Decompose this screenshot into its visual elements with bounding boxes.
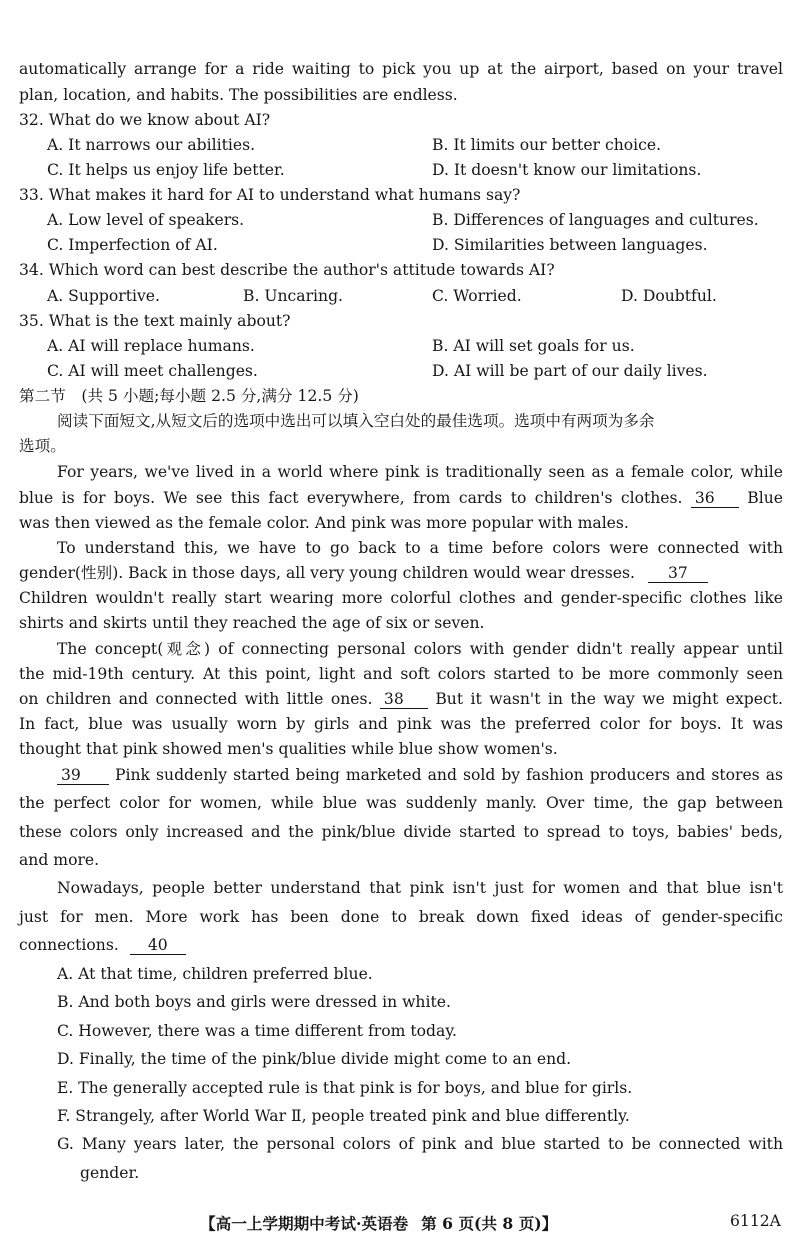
question-35-option-d: D. AI will be part of our daily lives. [432,362,708,380]
passage-text-line: shirts and skirts until they reached the age of six or seven. [19,614,485,632]
passage-text-line: Children wouldn't really start wearing more colorful clothes and gender-specific clothes like [19,589,783,607]
question-32-option-b: B. It limits our better choice. [432,136,662,154]
question-34-option-b: B. Uncaring. [243,287,344,305]
blank-36: 36 [691,490,739,508]
question-34-stem: 34. Which word can best describe the author's attitude towards AI? [19,261,555,279]
question-34-option-d: D. Doubtful. [621,287,717,305]
passage-text: gender(性别). Back in those days, all very young children would wear dresses. [19,564,635,582]
question-35-option-a: A. AI will replace humans. [47,337,255,355]
passage-text-line: thought that pink showed men's qualities while blue show women's. [19,740,558,758]
question-33-stem: 33. What makes it hard for AI to understand what humans say? [19,186,521,204]
question-33-option-c: C. Imperfection of AI. [47,236,218,254]
passage-text: Pink suddenly started being marketed and sold by fashion producers and stores as [115,766,783,784]
passage-text: But it wasn't in the way we might expect. [435,690,783,708]
passage-line-with-blank-38 [19,689,783,709]
passage-paragraph-2: To understand this, we have to go back to a time before colors were connected with [57,539,783,557]
passage-text: blue is for boys. We see this fact everywhere, from cards to children's clothes. [19,489,683,507]
question-35-option-c: C. AI will meet challenges. [47,362,258,380]
footer-code: 6112A [730,1212,781,1230]
passage-text-line: plan, location, and habits. The possibilities are endless. [19,86,458,104]
question-33-option-b: B. Differences of languages and cultures. [432,211,759,229]
section-instruction: 选项。 [19,437,66,455]
choice-a: A. At that time, children preferred blue. [57,965,373,983]
footer-page-number: 第 6 页(共 8 页)】 [421,1214,558,1233]
blank-37: 37 [648,565,708,583]
choice-g: G. Many years later, the personal colors of pink and blue started to be connected with [57,1135,783,1153]
passage-text-line: automatically arrange for a ride waiting to pick you up at the airport, based on your travel [19,60,783,78]
passage-text-line: the mid-19th century. At this point, light and soft colors started to be more commonly seen [19,665,783,683]
question-33-option-a: A. Low level of speakers. [47,211,245,229]
blank-38: 38 [380,691,428,709]
passage-line-with-blank-36 [19,488,783,508]
question-35-option-b: B. AI will set goals for us. [432,337,635,355]
choice-d: D. Finally, the time of the pink/blue divide might come to an end. [57,1050,572,1068]
section-heading: 第二节 (共 5 小题;每小题 2.5 分,满分 12.5 分) [19,387,359,405]
question-32-option-a: A. It narrows our abilities. [47,136,256,154]
question-35-stem: 35. What is the text mainly about? [19,312,291,330]
passage-text: on children and connected with little ones. [19,690,373,708]
question-34-option-c: C. Worried. [432,287,522,305]
passage-line-with-blank-40 [19,935,186,955]
passage-text-line: the perfect color for women, while blue was suddenly manly. Over time, the gap between [19,794,783,812]
choice-g-continued: gender. [80,1164,140,1182]
passage-text: Blue [747,489,783,507]
passage-text: connections. [19,936,119,954]
question-33-option-d: D. Similarities between languages. [432,236,708,254]
passage-text-line: In fact, blue was usually worn by girls and pink was the preferred color for boys. It was [19,715,783,733]
passage-text-line: and more. [19,851,100,869]
passage-line-with-blank-39 [57,765,783,785]
passage-text-line: these colors only increased and the pink/blue divide started to spread to toys, babies' beds, [19,823,783,841]
passage-paragraph-3: The concept(观念) of connecting personal colors with gender didn't really appear until [57,640,783,658]
choice-e: E. The generally accepted rule is that pink is for boys, and blue for girls. [57,1079,633,1097]
page-footer [200,1212,557,1234]
question-34-option-a: A. Supportive. [47,287,160,305]
question-32-stem: 32. What do we know about AI? [19,111,271,129]
passage-text-line: was then viewed as the female color. And pink was more popular with males. [19,514,629,532]
blank-39: 39 [57,767,109,785]
choice-f: F. Strangely, after World War Ⅱ, people treated pink and blue differently. [57,1107,630,1125]
question-32-option-c: C. It helps us enjoy life better. [47,161,285,179]
passage-line-with-blank-37 [19,563,708,583]
choice-c: C. However, there was a time different from today. [57,1022,458,1040]
passage-paragraph-5: Nowadays, people better understand that pink isn't just for women and that blue isn't [57,879,783,897]
question-32-option-d: D. It doesn't know our limitations. [432,161,702,179]
section-instruction: 阅读下面短文,从短文后的选项中选出可以填入空白处的最佳选项。选项中有两项为多余 [57,412,655,430]
passage-paragraph-1: For years, we've lived in a world where pink is traditionally seen as a female color, while [57,463,783,481]
blank-40: 40 [130,937,186,955]
passage-text-line: just for men. More work has been done to break down fixed ideas of gender-specific [19,908,783,926]
footer-subject: 英语卷 [361,1214,409,1233]
footer-exam-title: 【高一上学期期中考试· [200,1214,362,1233]
choice-b: B. And both boys and girls were dressed in white. [57,993,451,1011]
